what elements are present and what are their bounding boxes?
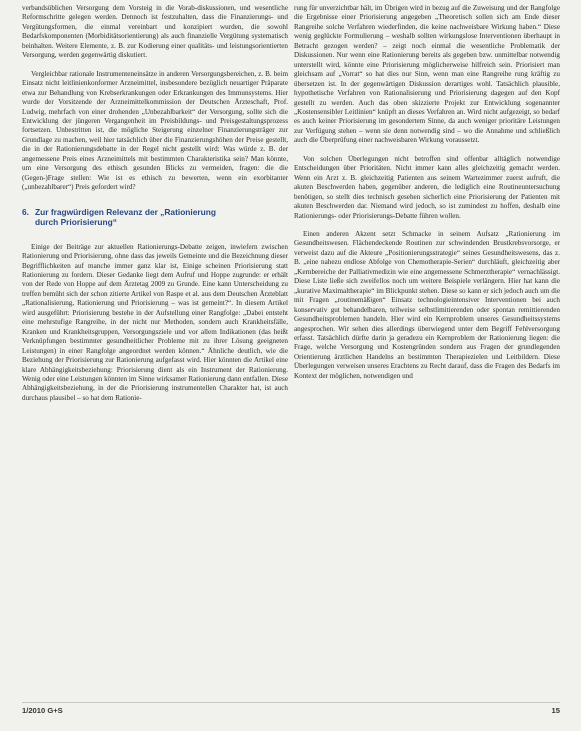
section-title-line-2: durch Priorisierung“ — [35, 216, 117, 227]
paragraph: Einige der Beiträge zur aktuellen Rationierungs-Debatte zeigen, inwiefern zwischen Rationierung und Priorisierung, ohne dass das jeweils Gemeinte und die Bezeichnung dieser Begrifflichkeiten auf manche immer ganz klar ist, Einige scheinen Priorisierung statt Rationierung zu fordern. Dieser Gedanke liegt dem Aufruf und Hoppe zugrunde: er erhält von der Rede von Hoppe auf dem Ärztetag 2009 zu Grunde. Eine kann Unterscheidung zu treffen bemüht sich der schon zitierte Artikel von Raspe et al. aus dem Deutschen Ärzteblatt „Rationalisierung, Rationierung und Priorisierung – was ist gemeint?“. In diesem Artikel wird ausgeführt: Priorisierung bestehe in der Aufstellung einer Rangfolge: „Dabei entsteht eine mehrstufige Rangreihe, in der nicht nur Methoden, sondern auch Krankheitsfälle, Kranken und Krankheitsgruppen, Versorgungsziele und vor allem Indikationen (das heißt Verknüpfungen bestimmter gesundheitlicher Probleme mit zu ihrer Lösung geeigneten Leistungen) in einer Rangfolge angeordnet werden können.“ Ähnliche deutlich, wie die Beziehung der Priorisierung zur Rationierung aufgefasst wird. Hier könnten die Artikel eine klare Abhängigkeitsbeziehung: Priorisierung dient als ein Instrument der Rationierung. Wenig oder eine Leistungen könnten im Sinne wirksamer Rationierung dann entfallen. Diese Abhängigkeitsbeziehung, in der die Priorisierung instrumentellen Charakter hat, ist auch durchaus plausibel – so hat dem Rationie- — [22, 242, 288, 402]
paragraph: Von solchen Überlegungen nicht betroffen sind offenbar alltäglich notwendige Entscheidungen über Prioritäten. Nicht immer kann alles gleichzeitig gemacht werden. Wenn ein Arzt z. B. gleichzeitig Patienten aus seinem Wartezimmer zuerst aufruft, die akuten Beschwerden haben, gegenüber anderen, die lediglich eine Routineuntersuchung benötigen, so stellt dies technisch gesehen sicherlich eine Priorisierung der Patienten mit akuten Beschwerden dar. Niemand wird jedoch, so ist zumindest zu hoffen, deshalb eine Rationierungs- oder Priorisierungs-Debatte führen wollen. — [294, 154, 560, 220]
issue-label: 1/2010 G+S — [22, 706, 63, 715]
paragraph: verbandsüblichen Versorgung dem Vorsteig in die Vorab-diskussionen, und wesentliche Reformschritte gelegen werden. Dennoch ist festzuhalten, dass die Finanzierungs- und Vergütungsformen, die einmal vereinbart und konzipiert wurden, die sowohl Bedarfskomponenten (Morbiditätsorientierung) als auch finanzielle Vergütung systematisch beinhalten. Weitere Elemente, z. B. zur Kodierung einer qualitäts- und leistungsorientierten Versorgung, werden gegenwärtig diskutiert. — [22, 4, 288, 60]
left-column — [22, 4, 288, 403]
section-number: 6. — [22, 206, 29, 217]
paragraph: Einen anderen Akzent setzt Schmacke in seinem Aufsatz „Rationierung im Gesundheitswesen. Flächendeckende Routinen zur schwindenden Brustkrebsvorsorge, er verweist dazu auf die Akteure „Positionierungsstrategie“ seines Gesundheitswesens, das z. B. „eine nahezu endlose Abfolge von Chemotherapie-Serien“ durchläuft, gleichzeitig aber „Kernbereiche der Palliativmedizin wie eine angemessene Schmerztherapie“ vernachlässigt. Diese Liste ließe sich zweifellos noch um weitere Beispiele verlängern. Hier hat kann die „kurative Maximaltherapie“ im Blickpunkt stehen. Diese so kann er sich jedoch auch um die mit Fragen „routinemäßigen“ Einsatz technologieintensiver Interventionen bei auch konservativ gut behandelbaren, teilweise selbstlimitierenden oder spontan remittierenden Gesundheitsproblemen handeln. Hier wird ein Kernproblem unseres Gesundheitssystems angesprochen. Wir sehen dies allerdings überwiegend unter dem Begriff Fehlversorgung erfasst. Tatsächlich dürfte darin ja geradezu ein Kernproblem der Rationierung liegen: die Frage, welche Versorgung und Kostengründen sondern aus Fragen der grundlegenden Orientierung ärztlichen Handelns an bestimmten Therapiezielen und Leitbildern. Diese Überlegungen verweisen unseres Erachtens zu Recht darauf, dass die Fragen des Bedarfs im Kontext der möglichen, notwendigen und — [294, 229, 560, 380]
footer-rule — [22, 702, 560, 703]
page-footer — [22, 706, 560, 718]
section-heading — [22, 207, 288, 227]
paragraph: rung für unverzichtbar hält, im Übrigen wird in bezug auf die Zuweisung und der Rangfolge die Ergebnisse einer Priorisierung angegeben „Theoretisch sollen sich am Ende dieser Rangreihe solche Verfahren wiederfinden, die keine nachweisbare Wirkung haben.“ Diese wenig geglückte Formulierung – weshalb sollten wirkungslose Interventionen überhaupt in Betracht gezogen werden? – zeigt noch einmal die wesentliche Problematik der Diskussionen. Nur wenn eine Rationierung bereits als gegeben bzw. unmittelbar notwendig unterstellt wird, könnte eine Priorisierung möglicherweise hilfreich sein. Priorisiert man gleichsam auf „Vorrat“ so hat dies nur Sinn, wenn man eine Rangreihe rung kräftig zu übersetzen ist. In der gegenwärtigen Diskussion derartiges wohl. Tatsächlich plausible, hypothetische Verfahren von Rationalisierung und Priorisierung dagegen auf den Kopf gestellt zu werden. Auch das oben skizzierte Projekt zur Entwicklung sogenannter „Kostensensibler Leitlinien“ knüpft an dieses Verfahren an. Wird nicht aufgezeigt, so bedarf es auch keiner Priorisierung im gesondertem Sinne, da auch weniger prioritäre Leistungen zur Verfügung stehen – wenn sie denn notwendig sind – wo die Annahme und schließlich auch die Überprüfung einer nachweisbaren Wirkung voraussetzt. — [294, 4, 560, 145]
page-number: 15 — [551, 706, 560, 715]
paragraph: Vergleichbar rationale Instrumenteneinsätze in anderen Versorgungsbereichen, z. B. beim Einsatz nicht leitlinienkonformer Arzneimittel, insbesondere bezüglich neuartiger Präparate etwa zur Behandlung von Krebserkrankungen oder Erkrankungen des Immunsystems. Hier wurde der Vorsitzende der Arzneimittelkommission der Deutschen Ärzteschaft, Prof. Ludwig, mehrfach von einer drohenden „Unbezahlbarkeit“ der Versorgung, sollte sich die Entwicklung der jüngeren Vergangenheit im Preisbildungs- und Preisgestaltungsprozess fortsetzen. Unbestritten ist, die mögliche Steigerung einzelner Finanzierungsträger zur Grundlage zu machen, weil hier tatsächlich über die Finanzierungshöhen der Preise gestellt, die in der Rationierungsdebatte in der Regel nicht gestellt wird: Was würde z. B. der angemessene Preis eines Arzneimittels mit bestimmten Charakteristika sein? Man könnte, um eine Versorgung des ethisch gesunden Blicks zu vermeiden, fragen: die die (Gegen-)Frage stellen: Wie ist es ethisch zu bewerten, wenn ein exorbitanter („unbezahlbarer“) Preis gefordert wird? — [22, 69, 288, 192]
right-column — [294, 4, 560, 381]
section-title-line-1: Zur fragwürdigen Relevanz der „Rationierung — [35, 206, 217, 217]
